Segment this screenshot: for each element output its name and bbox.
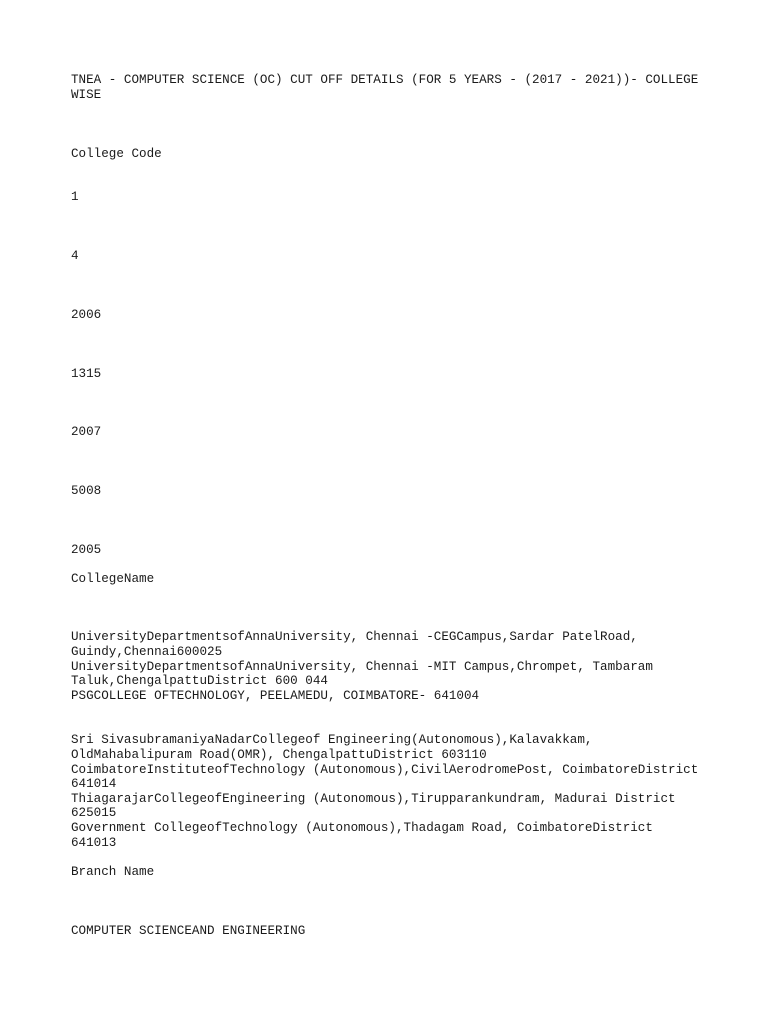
college-name-line: 641013 [71,836,117,850]
college-code-header: College Code [71,147,162,161]
college-name-line: UniversityDepartmentsofAnnaUniversity, Chennai -MIT Campus,Chrompet, Tambaram [71,660,653,674]
college-code-item: 1315 [71,367,102,381]
college-name-header: CollegeName [71,572,155,586]
college-code-item: 1 [71,190,79,204]
college-name-line: 625015 [71,806,117,820]
college-name-line: CoimbatoreInstituteofTechnology (Autonomous),CivilAerodromePost, CoimbatoreDistrict [71,763,699,777]
college-name-line: Sri SivasubramaniyaNadarCollegeof Engineering(Autonomous),Kalavakkam, [71,733,593,747]
college-name-line: PSGCOLLEGE OFTECHNOLOGY, PEELAMEDU, COIMBATORE- 641004 [71,689,480,703]
college-name-line: OldMahabalipuram Road(OMR), ChengalpattuDistrict 603110 [71,748,487,762]
document-title-line-1: TNEA - COMPUTER SCIENCE (OC) CUT OFF DETAILS (FOR 5 YEARS - (2017 - 2021))- COLLEGE [71,73,699,87]
college-code-item: 2006 [71,308,102,322]
college-code-item: 4 [71,249,79,263]
college-code-item: 2007 [71,425,102,439]
branch-name-value: COMPUTER SCIENCEAND ENGINEERING [71,924,306,938]
document-title-line-2: WISE [71,88,102,102]
college-code-item: 2005 [71,543,102,557]
college-name-line: Government CollegeofTechnology (Autonomous),Thadagam Road, CoimbatoreDistrict [71,821,653,835]
college-name-line: 641014 [71,777,117,791]
college-name-line: Taluk,ChengalpattuDistrict 600 044 [71,674,328,688]
college-name-line: Guindy,Chennai600025 [71,645,223,659]
branch-name-header: Branch Name [71,865,155,879]
college-name-line: UniversityDepartmentsofAnnaUniversity, Chennai -CEGCampus,Sardar PatelRoad, [71,630,638,644]
college-name-line: ThiagarajarCollegeofEngineering (Autonomous),Tirupparankundram, Madurai District [71,792,676,806]
college-code-item: 5008 [71,484,102,498]
